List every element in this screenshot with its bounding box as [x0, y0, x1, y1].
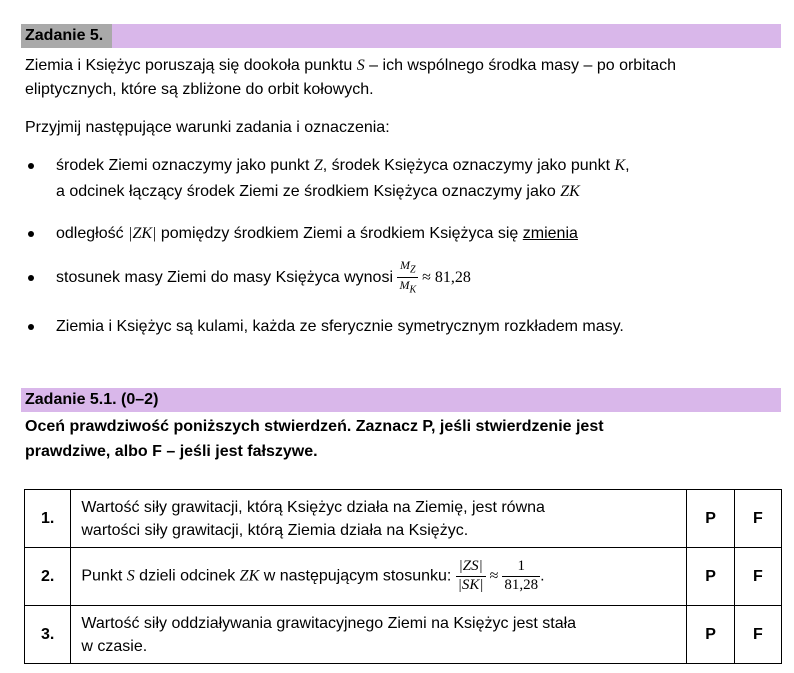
subtask-header	[21, 388, 781, 412]
instruction-line-2: prawdziwe, albo F – jeśli jest fałszywe.	[25, 443, 318, 460]
statement-text: Wartość siły grawitacji, którą Księżyc działa na Ziemię, jest równa wartości siły grawitacji, którą Ziemia działa na Księżyc.	[71, 490, 687, 548]
math-zk-abs: |ZK|	[128, 225, 157, 242]
option-p[interactable]: P	[687, 490, 734, 548]
var-s: S	[356, 57, 365, 74]
table-row	[25, 490, 782, 548]
bullet-4: Ziemia i Księżyc są kulami, każda ze sferycznie symetrycznym rozkładem masy.	[56, 318, 624, 335]
task-title: Zadanie 5.	[25, 27, 104, 44]
bullet-dot-3	[28, 275, 34, 281]
bullet-1-line-1: środek Ziemi oznaczymy jako punkt Z, środek Księżyca oznaczymy jako punkt K,	[56, 157, 630, 174]
mass-ratio-value: ≈ 81,28	[418, 269, 471, 286]
var-z: Z	[313, 157, 323, 174]
bullet-dot-2	[28, 231, 34, 237]
option-p[interactable]: P	[687, 606, 734, 664]
conditions-intro: Przyjmij następujące warunki zadania i oznaczenia:	[25, 119, 390, 136]
instruction-line-1: Oceń prawdziwość poniższych stwierdzeń. Zaznacz P, jeśli stwierdzenie jest	[25, 418, 604, 435]
mass-ratio-fraction: $\frac{M_Z}{M_K}$	[399, 258, 417, 296]
intro-line-2: eliptycznych, które są zbliżone do orbit kołowych.	[25, 81, 374, 98]
bullet-2: odległość |ZK| pomiędzy środkiem Ziemi a środkiem Księżyca się zmienia	[56, 225, 578, 242]
bullet-dot-1	[28, 163, 34, 169]
value-fraction: $\frac{1}{81,28}$	[504, 558, 539, 593]
statements-table	[24, 489, 782, 664]
ratio-fraction: $\frac{|ZS|}{|SK|}$	[457, 558, 484, 593]
bullet-3: stosunek masy Ziemi do masy Księżyca wynosi $\frac{M_Z}{M_K}$ ≈ 81,28	[56, 258, 471, 296]
option-f[interactable]: F	[734, 548, 781, 606]
statement-text: Punkt S dzieli odcinek ZK w następującym stosunku: $\frac{|ZS|}{|SK|}$ ≈ $\frac{1}{81,28}$ .	[71, 548, 687, 606]
var-k: K	[614, 157, 626, 174]
bullet-1-line-2: a odcinek łączący środek Ziemi ze środkiem Księżyca oznaczymy jako ZK	[56, 183, 580, 200]
option-p[interactable]: P	[687, 548, 734, 606]
bullet-dot-4	[28, 324, 34, 330]
option-f[interactable]: F	[734, 606, 781, 664]
intro-line-1: Ziemia i Księżyc poruszają się dookoła punktu S – ich wspólnego środka masy – po orbitach	[25, 57, 676, 74]
statement-text: Wartość siły oddziaływania grawitacyjnego Ziemi na Księżyc jest stała w czasie.	[71, 606, 687, 664]
var-zk: ZK	[560, 183, 580, 200]
table-row	[25, 548, 782, 606]
statement-number: 1.	[25, 490, 71, 548]
underlined-word: zmienia	[522, 225, 578, 242]
subtask-title: Zadanie 5.1. (0–2)	[25, 391, 159, 408]
statement-number: 2.	[25, 548, 71, 606]
table-row	[25, 606, 782, 664]
option-f[interactable]: F	[734, 490, 781, 548]
task-header	[21, 24, 781, 48]
statement-number: 3.	[25, 606, 71, 664]
